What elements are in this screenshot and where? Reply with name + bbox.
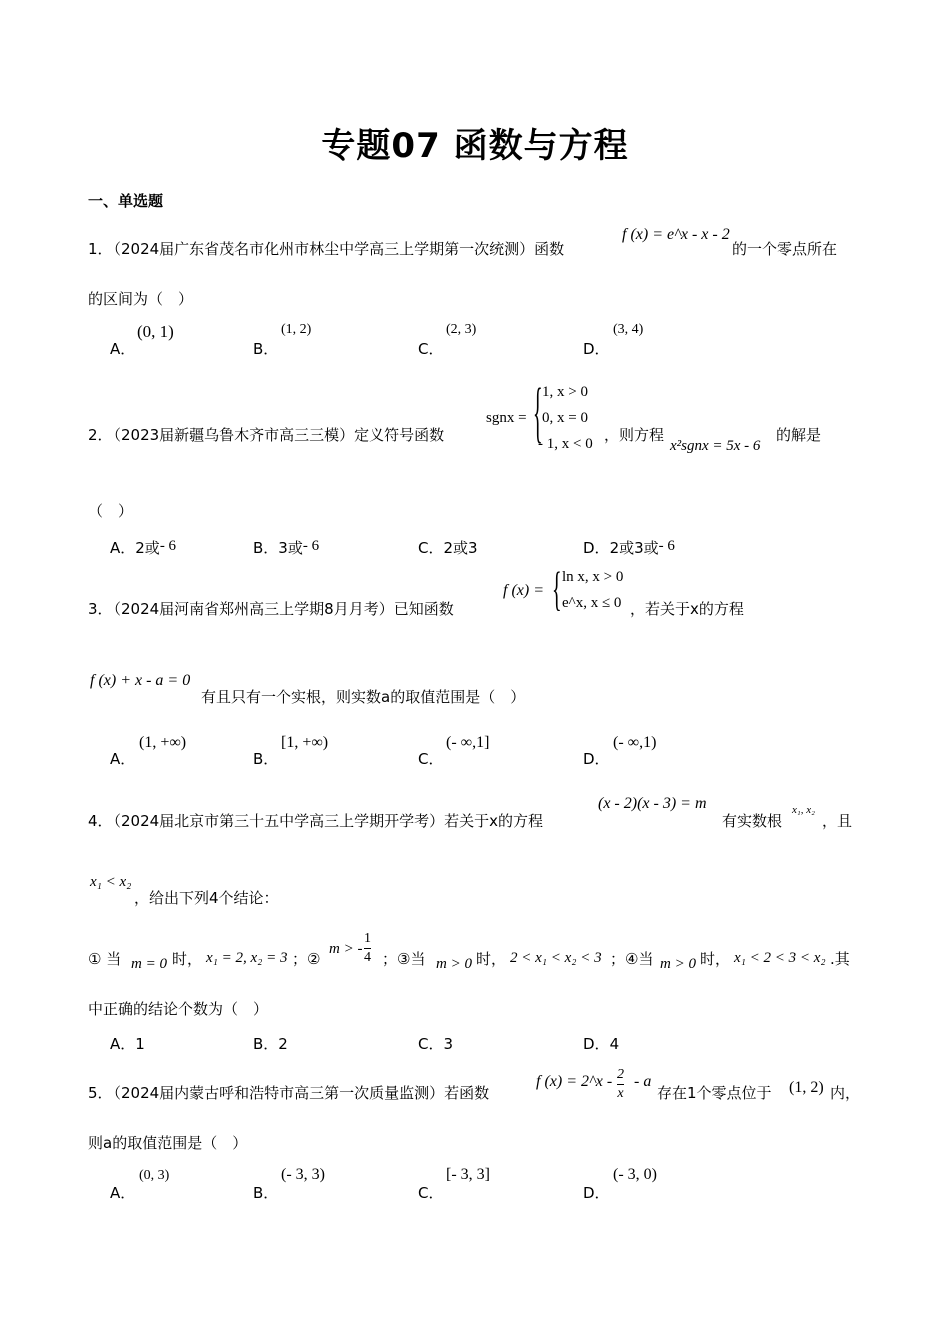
option-c[interactable] <box>418 1033 453 1054</box>
question-source: （2024届内蒙古呼和浩特市高三第一次质量监测）若函数 <box>106 1084 490 1102</box>
option-label[interactable]: D． <box>583 340 610 358</box>
question-text: 有且只有一个实根，则实数a的取值范围是（ ） <box>201 688 526 706</box>
formula: - a <box>634 1073 652 1090</box>
option-value[interactable]: (- 3, 0) <box>613 1166 657 1183</box>
question-text: 内， <box>830 1084 861 1102</box>
question-text: ，若关于x的方程 <box>630 600 744 618</box>
option-label[interactable]: B． <box>253 750 279 768</box>
option-value[interactable]: (- ∞,1] <box>446 734 490 751</box>
question-source: （2024届广东省茂名市化州市林尘中学高三上学期第一次统测）函数 <box>106 240 565 258</box>
option-value: 2或 <box>135 539 160 557</box>
question-source: （2024届河南省郑州高三上学期8月月考）已知函数 <box>106 600 454 618</box>
option-value: 4 <box>609 1035 620 1053</box>
question-source: （2024届北京市第三十五中学高三上学期开学考）若关于x的方程 <box>106 812 544 830</box>
case-line: 1, x > 0 <box>542 384 588 400</box>
question-text: 则a的取值范围是（ ） <box>88 1134 248 1152</box>
case-line: - 1, x < 0 <box>538 436 593 452</box>
formula: m > 0 <box>660 956 696 972</box>
formula: m > - <box>329 941 363 957</box>
question-text: 有实数根 <box>722 812 783 830</box>
option-label[interactable]: C． <box>418 340 444 358</box>
option-label: A． <box>110 1035 136 1053</box>
brace-icon: { <box>552 563 562 617</box>
option-label: C． <box>418 1035 444 1053</box>
page-title: 专题07 函数与方程 <box>321 126 629 166</box>
option-value[interactable]: [1, +∞) <box>281 734 329 751</box>
question-number: 1． <box>88 240 113 258</box>
option-label[interactable]: A． <box>110 340 136 358</box>
option-label[interactable]: C． <box>418 750 444 768</box>
option-value[interactable]: (0, 1) <box>137 322 174 341</box>
option-d[interactable] <box>583 537 675 558</box>
fraction-numerator: 2 <box>617 1066 624 1085</box>
conclusion-text: 时， <box>476 950 507 968</box>
question-text: ，则方程 <box>604 426 665 444</box>
fraction-numerator: 1 <box>364 930 371 949</box>
question-text: ，给出下列4个结论： <box>134 889 279 907</box>
option-a[interactable] <box>110 537 176 558</box>
formula: (1, 2) <box>789 1079 824 1096</box>
conclusion-text: ；④当 <box>610 950 654 968</box>
option-b[interactable] <box>253 1033 288 1054</box>
option-label[interactable]: D． <box>583 1184 610 1202</box>
conclusion-text: ；② <box>292 950 321 968</box>
fraction <box>617 1066 624 1103</box>
option-value[interactable]: (3, 4) <box>613 322 644 337</box>
option-label: C． <box>418 539 444 557</box>
conclusion-text: .其 <box>830 950 850 968</box>
conclusion-text: ① 当 <box>88 950 122 968</box>
option-label: B． <box>253 539 279 557</box>
formula: x₁ = 2, x₂ = 3 <box>206 950 288 966</box>
fraction <box>364 930 371 967</box>
option-label[interactable]: D． <box>583 750 610 768</box>
option-value: 3 <box>443 1035 454 1053</box>
option-value[interactable]: (- ∞,1) <box>613 734 657 751</box>
case-line: e^x, x ≤ 0 <box>562 595 622 611</box>
question-source: （2023届新疆乌鲁木齐市高三三模）定义符号函数 <box>106 426 445 444</box>
formula: x₁ < 2 < 3 < x₂ <box>734 950 826 966</box>
question-text: 中正确的结论个数为（ ） <box>88 1000 269 1018</box>
option-label: D． <box>583 539 610 557</box>
option-value[interactable]: (1, +∞) <box>139 734 187 751</box>
formula: x₁ < x₂ <box>90 874 132 890</box>
question-text: 的一个零点所在 <box>732 240 838 258</box>
option-math: - 6 <box>658 538 675 554</box>
option-value[interactable]: (- 3, 3) <box>281 1166 325 1183</box>
formula: f (x) = e^x - x - 2 <box>622 226 730 243</box>
option-math: - 6 <box>302 538 320 554</box>
formula: (x - 2)(x - 3) = m <box>598 795 707 812</box>
conclusion-text: 时， <box>172 950 203 968</box>
question-text: （ ） <box>88 502 134 520</box>
formula: f (x) = 2^x - <box>536 1073 613 1090</box>
formula: f (x) + x - a = 0 <box>90 672 191 689</box>
option-value: 3或 <box>278 539 303 557</box>
question-text: ，且 <box>822 812 853 830</box>
question-number: 4． <box>88 812 113 830</box>
option-value: 1 <box>135 1035 145 1053</box>
question-text: 的区间为（ ） <box>88 290 194 308</box>
case-line: 0, x = 0 <box>542 410 588 426</box>
option-label[interactable]: A． <box>110 750 136 768</box>
option-label: A． <box>110 539 136 557</box>
option-value[interactable]: (0, 3) <box>139 1168 170 1183</box>
option-value: 2或3或 <box>609 539 659 557</box>
option-math: - 6 <box>159 538 177 554</box>
question-number: 5． <box>88 1084 113 1102</box>
option-value: 2或3 <box>443 539 478 557</box>
formula: x²sgnx = 5x - 6 <box>670 438 761 454</box>
case-line: ln x, x > 0 <box>562 569 624 585</box>
fraction-denominator: 4 <box>364 950 371 965</box>
question-text: 存在1个零点位于 <box>657 1084 772 1102</box>
conclusion-text: ；③当 <box>382 950 426 968</box>
option-label[interactable]: A． <box>110 1184 136 1202</box>
option-value[interactable]: (1, 2) <box>281 322 312 337</box>
formula: x₁, x₂ <box>792 804 815 816</box>
question-text: 的解是 <box>776 426 822 444</box>
formula: f (x) = <box>503 582 544 599</box>
formula: m > 0 <box>436 956 472 972</box>
option-label[interactable]: C． <box>418 1184 444 1202</box>
option-value[interactable]: (2, 3) <box>446 322 477 337</box>
option-label[interactable]: B． <box>253 340 279 358</box>
formula: m = 0 <box>131 956 167 972</box>
option-value[interactable]: [- 3, 3] <box>446 1166 490 1183</box>
option-label[interactable]: B． <box>253 1184 279 1202</box>
option-value: 2 <box>278 1035 288 1053</box>
section-heading: 一、单选题 <box>88 192 164 210</box>
option-b[interactable] <box>253 537 319 558</box>
formula: 2 < x₁ < x₂ < 3 <box>510 950 602 966</box>
option-d[interactable] <box>583 1033 619 1054</box>
fraction-denominator: x <box>617 1086 624 1101</box>
option-c[interactable] <box>418 537 478 558</box>
question-number: 3． <box>88 600 113 618</box>
formula: sgnx = <box>486 410 527 426</box>
option-a[interactable] <box>110 1033 145 1054</box>
option-label: D． <box>583 1035 610 1053</box>
brace-icon: { <box>533 376 543 452</box>
conclusion-text: 时， <box>700 950 731 968</box>
option-label: B． <box>253 1035 279 1053</box>
question-number: 2． <box>88 426 113 444</box>
